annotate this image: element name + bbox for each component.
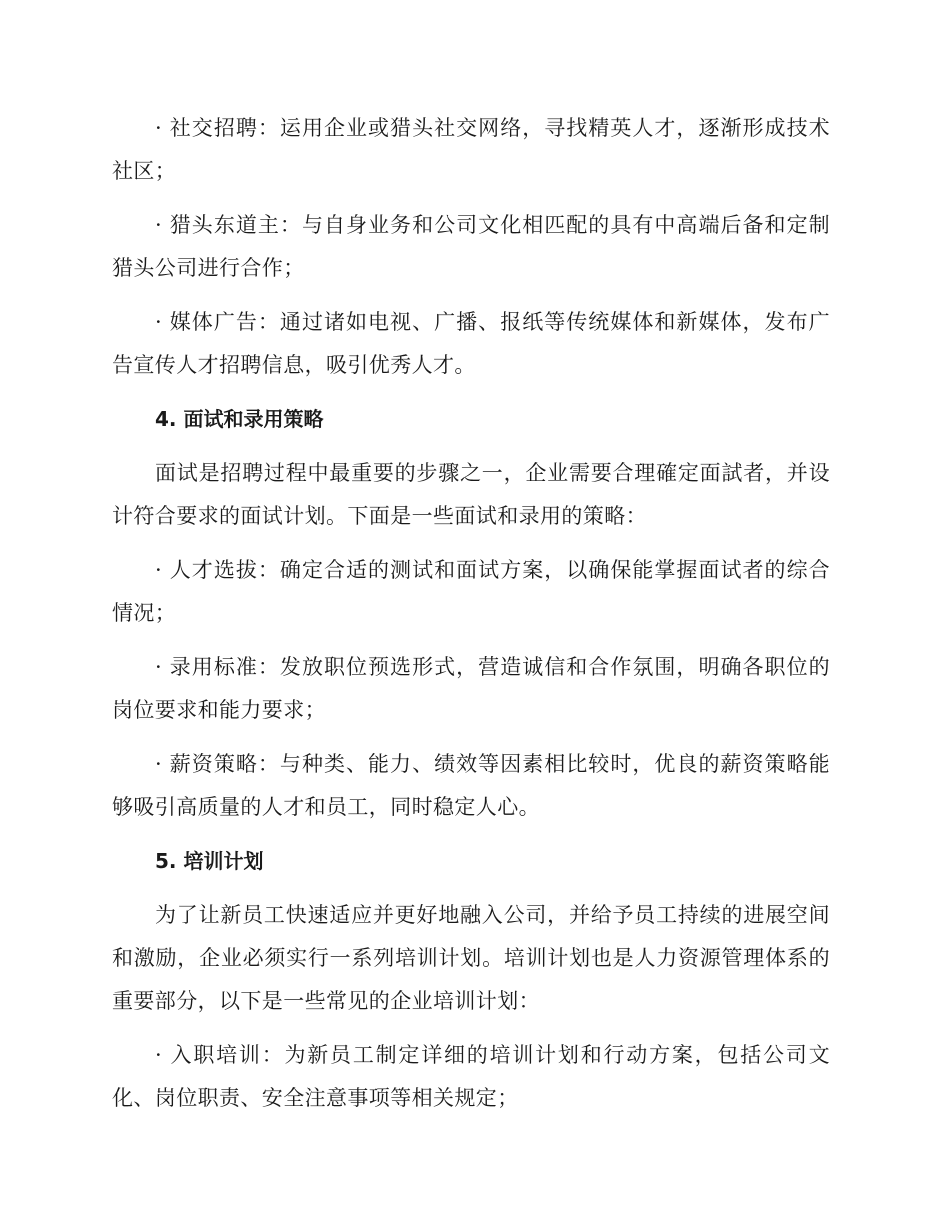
bullet-media-advertising: · 媒体广告：通过诸如电视、广播、报纸等传统媒体和新媒体，发布广告宣传人才招聘信息，吸引优秀人才。: [112, 310, 830, 377]
section-heading-interview: 4. 面试和录用策略: [155, 407, 324, 431]
bullet-headhunter-partner: · 猎头东道主：与自身业务和公司文化相匹配的具有中高端后备和定制猎头公司进行合作；: [112, 213, 830, 280]
section-heading-training: 5. 培训计划: [155, 849, 264, 873]
bullet-social-recruiting: · 社交招聘：运用企业或猎头社交网络，寻找精英人才，逐渐形成技术社区；: [112, 116, 830, 183]
document-body: [112, 107, 830, 1131]
bullet-talent-selection: · 人才选拔：确定合适的测试和面试方案，以确保能掌握面试者的综合情况；: [112, 558, 830, 625]
bullet-salary-strategy: · 薪资策略：与种类、能力、绩效等因素相比较时，优良的薪资策略能够吸引高质量的人才和员工，同时稳定人心。: [112, 752, 830, 819]
paragraph-interview-intro: 面试是招聘过程中最重要的步骤之一，企业需要合理確定面試者，并设计符合要求的面试计划。下面是一些面试和录用的策略：: [112, 461, 830, 528]
bullet-hiring-standards: · 录用标准：发放职位预选形式，营造诚信和合作氛围，明确各职位的岗位要求和能力要求；: [112, 655, 830, 722]
paragraph-training-intro: 为了让新员工快速适应并更好地融入公司，并给予员工持续的进展空间和激励，企业必须实行一系列培训计划。培训计划也是人力资源管理体系的重要部分，以下是一些常见的企业培训计划：: [112, 903, 830, 1013]
bullet-onboarding-training: · 入职培训：为新员工制定详细的培训计划和行动方案，包括公司文化、岗位职责、安全注意事项等相关规定；: [112, 1043, 830, 1110]
